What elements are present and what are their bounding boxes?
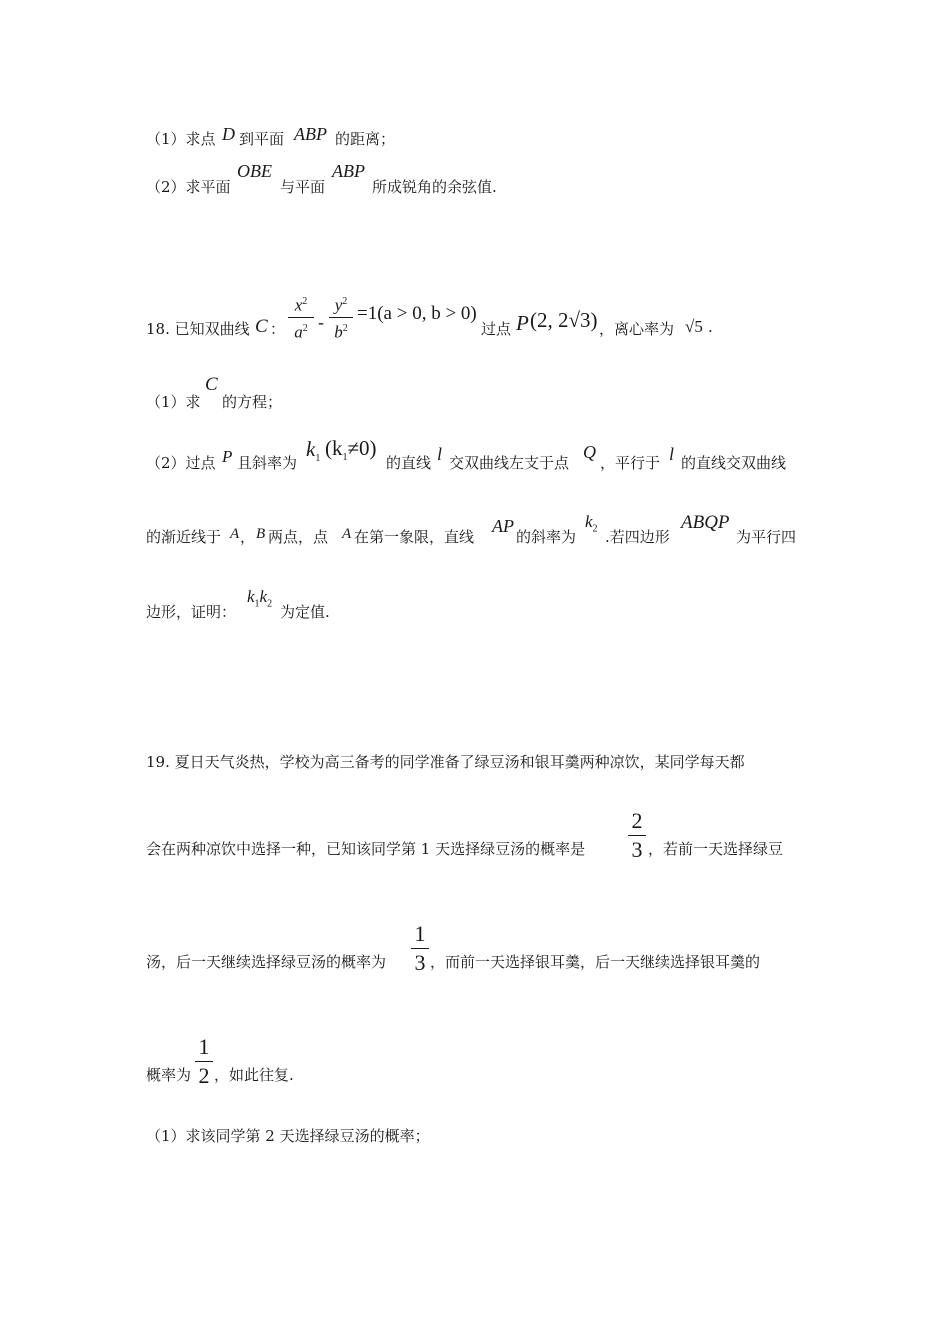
plane-obe: OBE xyxy=(237,161,272,181)
eccentricity-text: ，离心率为 xyxy=(599,320,675,338)
point-a: A xyxy=(230,526,240,542)
plane-abp-2: ABP xyxy=(332,161,365,181)
p18-q2-m: 边形，证明： xyxy=(146,603,237,621)
point-p: P xyxy=(516,311,529,335)
point-p-coords: (2, 2√3) xyxy=(530,308,598,332)
p19-stem-line3b: ，而前一天选择银耳羹，后一天继续选择银耳羹的 xyxy=(430,953,761,971)
p18-q2-a: （2）过点 xyxy=(146,454,216,472)
p19-stem-line2b: ，若前一天选择绿豆 xyxy=(648,840,784,858)
point-a-2: A xyxy=(342,526,352,542)
slope-k1: $k_1$ xyxy=(306,437,321,465)
fraction-y2-b2: $y^2$ $b^2$ xyxy=(329,292,353,342)
p18-q2-l: 为平行四 xyxy=(736,528,797,546)
point-q: Q xyxy=(583,442,596,462)
line-l: l xyxy=(437,444,443,464)
point-p-2: P xyxy=(222,447,233,466)
p19-stem-line1: 19. 夏日天气炎热，学校为高三备考的同学准备了绿豆汤和银耳羹两种凉饮，某同学每天都 xyxy=(146,753,745,771)
point-d: D xyxy=(222,124,235,144)
line-ap: AP xyxy=(492,516,514,536)
p19-q1: （1）求该同学第 2 天选择绿豆汤的概率； xyxy=(146,1127,430,1145)
fraction-1-2: 1 2 xyxy=(195,1034,213,1089)
p17-q1-prefix: （1）求点 xyxy=(146,130,216,148)
p19-stem-line3a: 汤，后一天继续选择绿豆汤的概率为 xyxy=(146,953,387,971)
product-k1k2: $k_1k_2$ xyxy=(247,587,273,610)
curve-c: C xyxy=(255,316,268,337)
minus-sign: - xyxy=(318,312,324,332)
p18-q2-c: 的直线 xyxy=(386,454,432,472)
p18-q2-h: 两点，点 xyxy=(268,528,329,546)
p18-q2-e: ，平行于 xyxy=(600,454,661,472)
p18-q2-i: 在第一象限，直线 xyxy=(354,528,475,546)
fraction-1-3: 1 3 xyxy=(411,921,429,976)
plane-abp: ABP xyxy=(294,124,327,144)
p18-q1-prefix: （1）求 xyxy=(146,393,201,411)
slope-k2: $k_2$ xyxy=(585,512,598,535)
fraction-2-3: 2 3 xyxy=(628,808,646,863)
quadrilateral-abqp: ABQP xyxy=(681,512,730,533)
p18-q2-g: 的渐近线于 xyxy=(146,528,222,546)
p17-q2-mid: 与平面 xyxy=(280,178,326,196)
p17-q2-suffix: 所成锐角的余弦值. xyxy=(372,178,497,196)
comma: ， xyxy=(240,528,256,546)
colon: ： xyxy=(270,320,286,338)
fraction-x2-a2: $x^2$ $a^2$ xyxy=(288,292,314,342)
sqrt-5: √5 xyxy=(685,317,703,336)
equation-tail: =1(a > 0, b > 0) xyxy=(357,303,477,324)
p17-q1-mid: 到平面 xyxy=(239,130,285,148)
pass-through-text: 过点 xyxy=(481,320,512,338)
p18-q2-k: .若四边形 xyxy=(605,528,670,546)
curve-c-2: C xyxy=(205,374,218,395)
p19-stem-line4b: ，如此往复. xyxy=(214,1066,294,1084)
k1-condition: $(k_1\ne 0)$ xyxy=(325,436,377,464)
p18-q1-suffix: 的方程； xyxy=(222,393,283,411)
p17-q1-suffix: 的距离； xyxy=(335,130,396,148)
point-b: B xyxy=(256,526,266,542)
p19-stem-line4a: 概率为 xyxy=(146,1066,192,1084)
p18-q2-d: 交双曲线左支于点 xyxy=(449,454,570,472)
p18-q2-j: 的斜率为 xyxy=(516,528,577,546)
period: . xyxy=(708,318,713,336)
p19-stem-line2a: 会在两种凉饮中选择一种，已知该同学第 1 天选择绿豆汤的概率是 xyxy=(146,840,586,858)
p18-stem-prefix: 18. 已知双曲线 xyxy=(146,320,250,338)
p18-q2-b: 且斜率为 xyxy=(237,454,298,472)
p18-q2-n: 为定值. xyxy=(280,603,330,621)
p18-q2-f: 的直线交双曲线 xyxy=(681,454,787,472)
p17-q2-prefix: （2）求平面 xyxy=(146,178,231,196)
line-l-2: l xyxy=(669,444,675,464)
